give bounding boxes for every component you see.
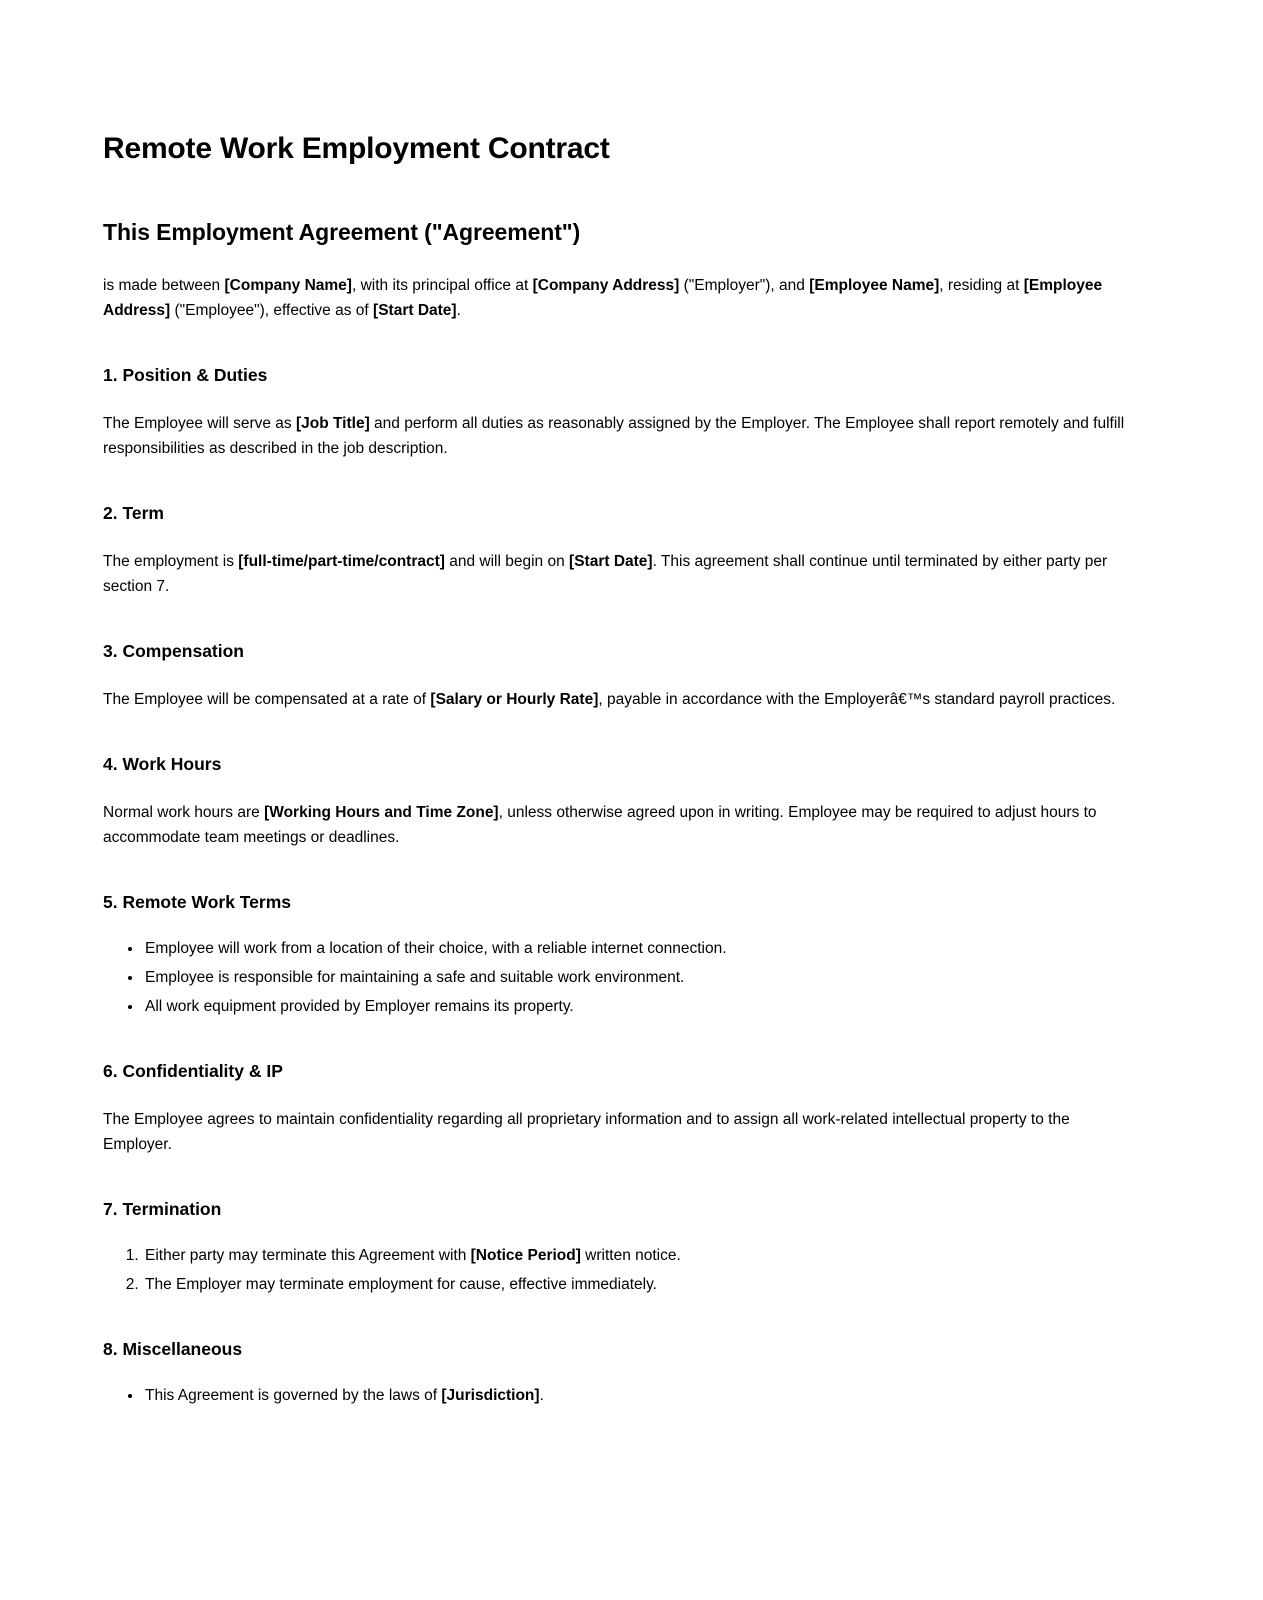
termination-item-2-pre: The Employer may terminate employment for cause, effective immediately. — [145, 1276, 657, 1294]
placeholder-employee-address: [Employee Address] — [103, 276, 1103, 319]
list-item: • Employee is responsible for maintaining a safe and suitable work environment. — [143, 965, 1132, 990]
section-2-text-pre: The employment is — [103, 552, 239, 570]
section-paragraph-3 — [103, 687, 1132, 712]
section-heading-8: 8. Miscellaneous — [103, 1339, 243, 1360]
intro-text-pre: is made between — [103, 276, 225, 294]
placeholder-salary-rate: [Salary or Hourly Rate] — [430, 690, 599, 708]
section-paragraph-6: The Employee agrees to maintain confidentiality regarding all proprietary information and to assign all work-related intellectual property to the Employer. — [103, 1111, 1070, 1154]
placeholder-employment-type: [full-time/part-time/contract] — [238, 552, 445, 570]
section-heading-6: 6. Confidentiality & IP — [103, 1061, 283, 1082]
placeholder-job-title: [Job Title] — [295, 414, 370, 432]
section-paragraph-2 — [103, 549, 1132, 599]
section-3-text-pre: The Employee will be compensated at a rate of — [103, 690, 431, 708]
misc-item-1-pre: This Agreement is governed by the laws of — [145, 1387, 442, 1405]
miscellaneous-list — [103, 1383, 1132, 1408]
termination-list — [103, 1243, 1132, 1297]
document-subtitle: This Employment Agreement ("Agreement") — [103, 219, 581, 245]
section-4-text-pre: Normal work hours are — [103, 803, 265, 821]
intro-text-mid1: , with its principal office at — [351, 276, 533, 294]
remote-work-terms-list — [103, 936, 1132, 1019]
list-item: • All work equipment provided by Employer remains its property. — [143, 994, 1132, 1019]
termination-item-1-pre: Either party may terminate this Agreement with — [145, 1247, 471, 1265]
section-1-text-post: and perform all duties as reasonably assigned by the Employer. The Employee shall report remotely and fulfill responsibilities as described in the job description. — [103, 414, 1125, 457]
section-3-text-post: , payable in accordance with the Employerâ€™s standard payroll practices. — [598, 690, 1116, 708]
section-heading-1: 1. Position & Duties — [103, 364, 268, 385]
misc-item-1-post: . — [539, 1387, 544, 1405]
termination-item-1-post: written notice. — [580, 1247, 681, 1265]
page-title: Remote Work Employment Contract — [103, 132, 610, 165]
list-item — [143, 1272, 1132, 1297]
placeholder-start-date-term: [Start Date] — [569, 552, 653, 570]
placeholder-notice-period: [Notice Period] — [470, 1247, 581, 1265]
placeholder-working-hours: [Working Hours and Time Zone] — [264, 803, 499, 821]
list-item: • Employee will work from a location of their choice, with a reliable internet connection. — [143, 936, 1132, 961]
list-item — [143, 1383, 1132, 1408]
placeholder-jurisdiction: [Jurisdiction] — [441, 1387, 540, 1405]
intro-text-mid4: ("Employee"), effective as of — [170, 301, 374, 319]
intro-text-mid3: , residing at — [939, 276, 1024, 294]
intro-text-post: . — [456, 301, 461, 319]
section-heading-5: 5. Remote Work Terms — [103, 892, 292, 913]
section-heading-3: 3. Compensation — [103, 641, 244, 661]
section-paragraph-1 — [103, 411, 1132, 461]
placeholder-start-date: [Start Date] — [373, 301, 457, 319]
placeholder-company-address: [Company Address] — [532, 276, 680, 294]
placeholder-company-name: [Company Name] — [224, 276, 352, 294]
list-item — [143, 1243, 1132, 1268]
section-heading-2: 2. Term — [103, 502, 164, 523]
section-4-text-post: , unless otherwise agreed upon in writing. Employee may be required to adjust hours to accommodate team meetings or deadlines. — [103, 803, 1097, 846]
section-1-text-pre: The Employee will serve as — [103, 414, 296, 432]
section-heading-4: 4. Work Hours — [103, 753, 222, 774]
placeholder-employee-name: [Employee Name] — [809, 276, 940, 294]
intro-paragraph — [103, 273, 1132, 323]
intro-text-mid2: ("Employer"), and — [679, 276, 810, 294]
section-2-text-post: . This agreement shall continue until terminated by either party per section 7. — [103, 552, 1108, 595]
section-heading-7: 7. Termination — [103, 1199, 222, 1220]
section-paragraph-4 — [103, 800, 1132, 850]
section-2-text-mid: and will begin on — [444, 552, 570, 570]
